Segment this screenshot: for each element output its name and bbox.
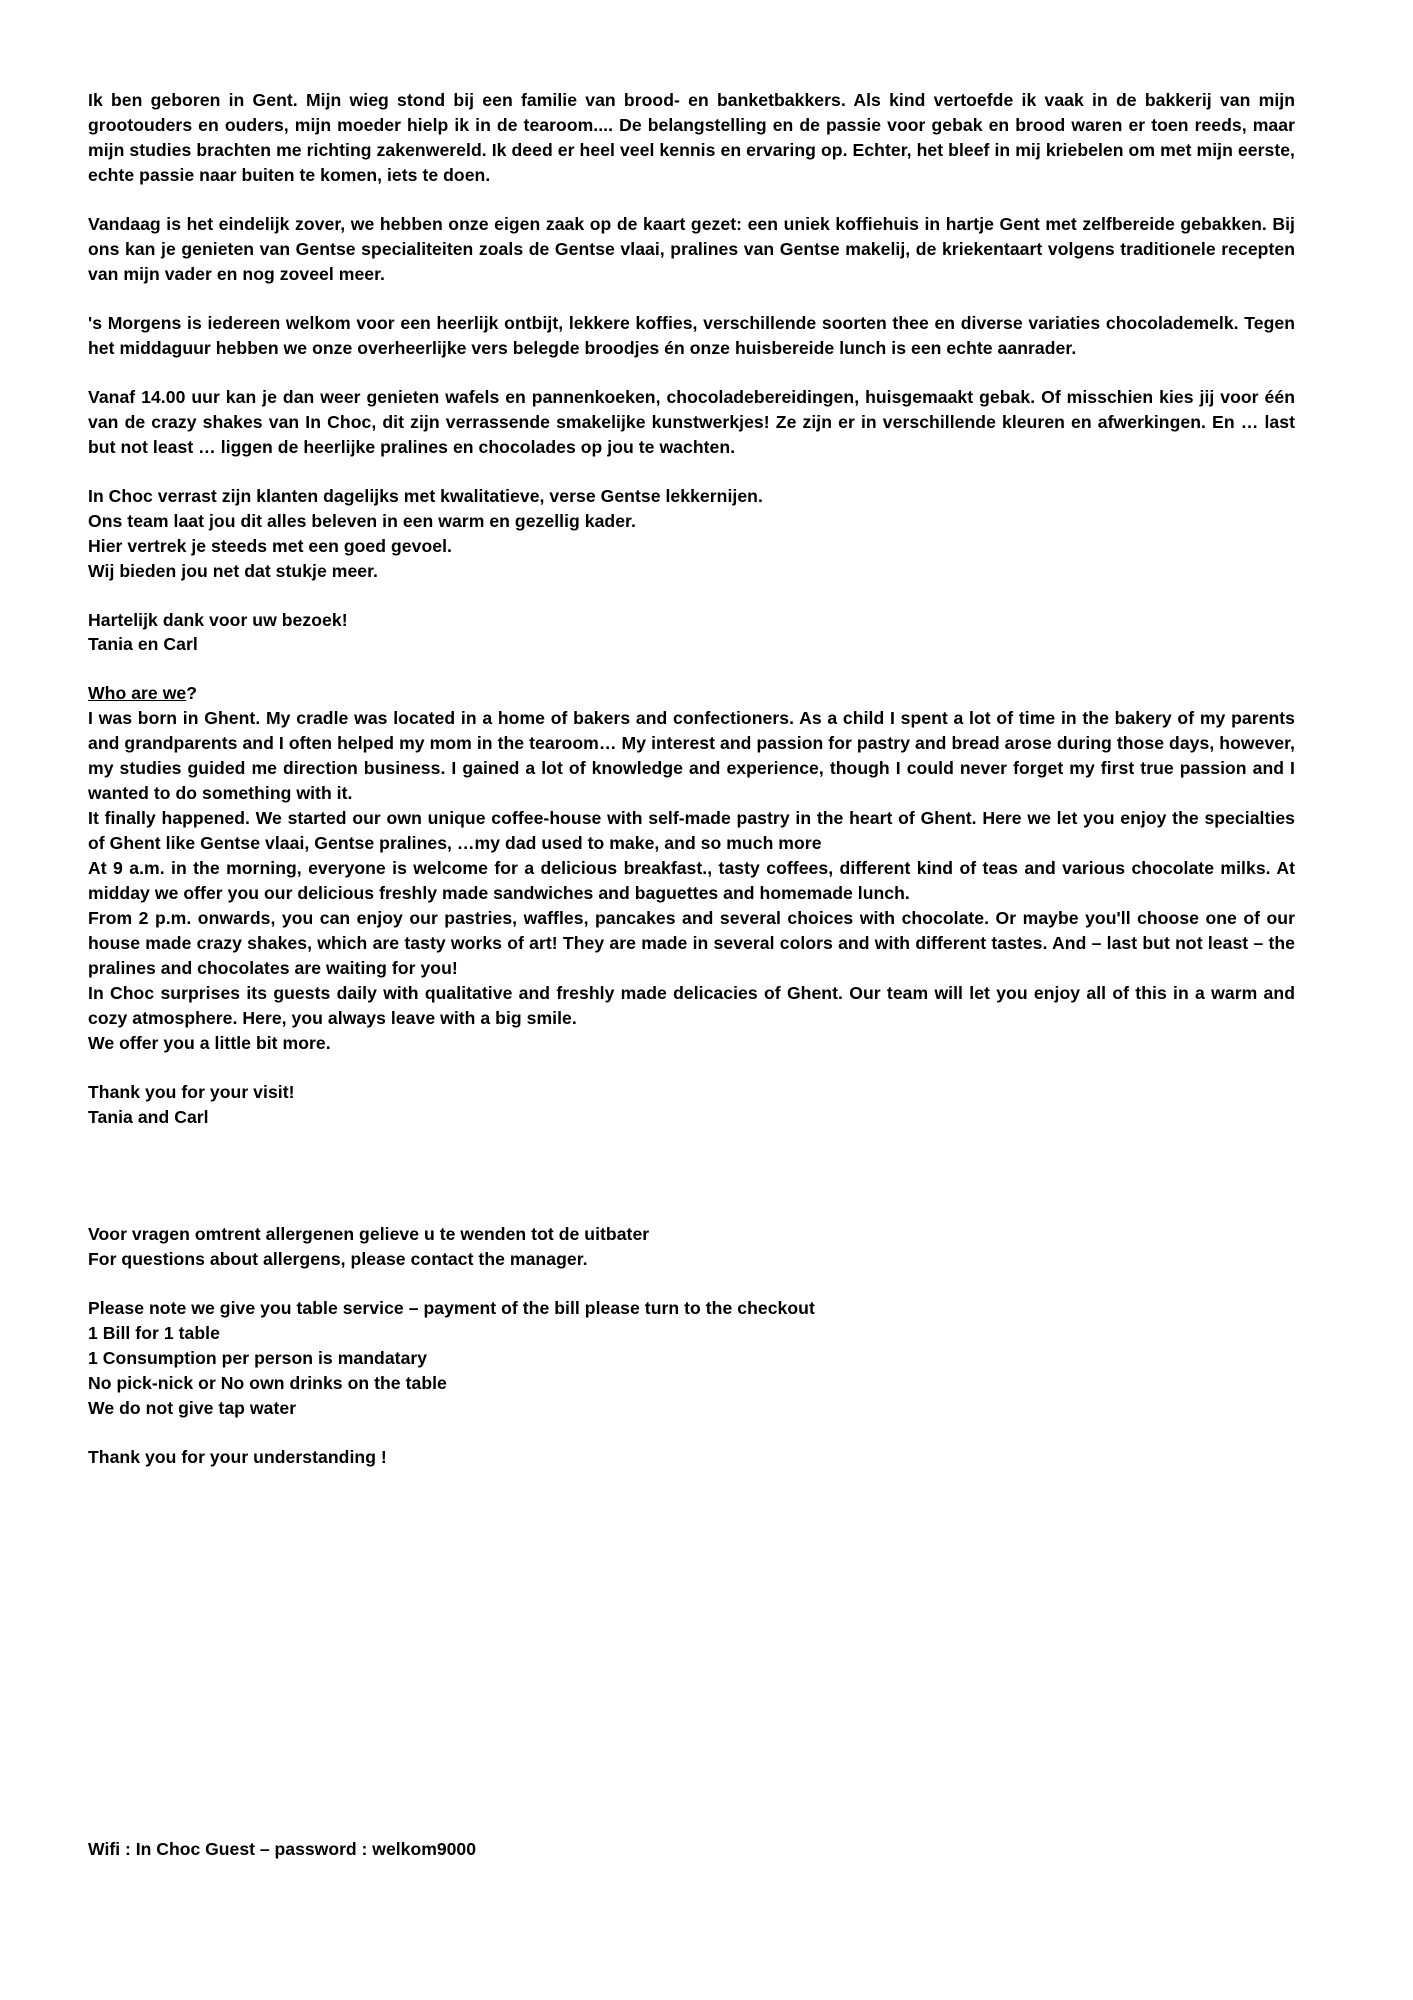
paragraph: At 9 a.m. in the morning, everyone is welcome for a delicious breakfast., tasty coffees, different kind of teas and various chocolate milks. At midday we offer you our delicious freshly made sandwiches and baguettes and homemade lunch.: [88, 858, 1295, 904]
signoff-line: Thank you for your visit!: [88, 1081, 295, 1102]
english-last-line: We offer you a little bit more.: [88, 1033, 331, 1053]
signoff-line: Hartelijk dank voor uw bezoek!: [88, 609, 348, 630]
allergen-note: For questions about allergens, please contact the manager.: [88, 1248, 588, 1269]
service-rule: Please note we give you table service – payment of the bill please turn to the checkout: [88, 1297, 815, 1318]
allergen-note: Voor vragen omtrent allergenen gelieve u te wenden tot de uitbater: [88, 1223, 650, 1244]
document-body: [88, 88, 1295, 1470]
paragraph: Vanaf 14.00 uur kan je dan weer genieten wafels en pannenkoeken, chocoladebereidingen, huisgemaakt gebak. Of misschien kies jij voor één van de crazy shakes van In Choc, dit zijn verrassende smakelijke kunstwerkjes! Ze zijn er in verschillende kleuren en afwerkingen. En … last but not least … liggen de heerlijke pralines en chocolades op jou te wachten.: [88, 386, 1295, 457]
closing-line: Hier vertrek je steeds met een goed gevoel.: [88, 535, 452, 556]
paragraph: From 2 p.m. onwards, you can enjoy our pastries, waffles, pancakes and several choices with chocolate. Or maybe you'll choose one of our house made crazy shakes, which are tasty works of art! They are made in several colors and with different tastes. And – last but not least – the pralines and chocolates are waiting for you!: [88, 908, 1295, 979]
paragraph: In Choc surprises its guests daily with qualitative and freshly made delicacies of Ghent. Our team will let you enjoy all of this in a warm and cozy atmosphere. Here, you always leave with a big smile.: [88, 983, 1295, 1029]
section-spacer: [88, 657, 1295, 681]
paragraph: I was born in Ghent. My cradle was located in a home of bakers and confectioners. As a child I spent a lot of time in the bakery of my parents and grandparents and I often helped my mom in the tearoom… My interest and passion for pastry and bread arose during those days, however, my studies guided me direction business. I gained a lot of knowledge and experience, though I could never forget my first true passion and I wanted to do something with it.: [88, 708, 1295, 804]
closing-line: Wij bieden jou net dat stukje meer.: [88, 560, 378, 581]
paragraph-spacer: [88, 1056, 1295, 1080]
paragraph: 's Morgens is iedereen welkom voor een heerlijk ontbijt, lekkere koffies, verschillende soorten thee en diverse variaties chocolademelk. Tegen het middaguur hebben we onze overheerlijke vers belegde broodjes én onze huisbereide lunch is een echte aanrader.: [88, 312, 1295, 358]
closing-line: In Choc verrast zijn klanten dagelijks met kwalitatieve, verse Gentse lekkernijen.: [88, 485, 763, 506]
paragraph: Ik ben geboren in Gent. Mijn wieg stond bij een familie van brood- en banketbakkers. Als kind vertoefde ik vaak in de bakkerij van mijn grootouders en ouders, mijn moeder hielp ik in de tearoom.... De belangstelling en de passie voor gebak en brood waren er toen reeds, maar mijn studies brachten me richting zakenwereld. Ik deed er heel veel kennis en ervaring op. Echter, het bleef in mij kriebelen om met mijn eerste, echte passie naar buiten te komen, iets te doen.: [88, 90, 1295, 185]
dutch-closing-lines: [88, 484, 1295, 584]
paragraph-spacer: [88, 361, 1295, 385]
paragraph: Vandaag is het eindelijk zover, we hebben onze eigen zaak op de kaart gezet: een uniek koffiehuis in hartje Gent met zelfbereide gebakken. Bij ons kan je genieten van Gentse specialiteiten zoals de Gentse vlaai, pralines van Gentse makelij, de kriekentaart volgens traditionele recepten van mijn vader en nog zoveel meer.: [88, 213, 1295, 284]
wifi-footer: Wifi : In Choc Guest – password : welkom9000: [88, 1839, 476, 1859]
paragraph: It finally happened. We started our own unique coffee-house with self-made pastry in the heart of Ghent. Here we let you enjoy the specialties of Ghent like Gentse vlaai, Gentse pralines, …my dad used to make, and so much more: [88, 808, 1295, 854]
closing-line: Ons team laat jou dit alles beleven in een warm en gezellig kader.: [88, 510, 636, 531]
paragraph-spacer: [88, 1421, 1295, 1445]
paragraph-spacer: [88, 584, 1295, 608]
signoff-line: Tania en Carl: [88, 634, 198, 655]
signoff-line: Tania and Carl: [88, 1106, 209, 1127]
paragraph-spacer: [88, 1272, 1295, 1296]
service-rule: 1 Bill for 1 table: [88, 1322, 220, 1343]
paragraph-spacer: [88, 287, 1295, 311]
understanding-note: Thank you for your understanding !: [88, 1446, 387, 1467]
paragraph-spacer: [88, 188, 1295, 212]
service-rule: No pick-nick or No own drinks on the table: [88, 1372, 447, 1393]
service-rule: We do not give tap water: [88, 1397, 297, 1418]
dutch-section: [88, 88, 1295, 657]
service-rule: 1 Consumption per person is mandatary: [88, 1347, 428, 1368]
paragraph-spacer: [88, 460, 1295, 484]
english-heading-text: Who are we: [88, 683, 187, 704]
english-section: [88, 681, 1295, 1129]
large-section-spacer: [88, 1130, 1295, 1222]
english-heading: [88, 681, 1295, 706]
dutch-signoff: [88, 608, 1295, 658]
notes-section: [88, 1222, 1295, 1470]
english-heading-suffix: ?: [186, 683, 198, 704]
